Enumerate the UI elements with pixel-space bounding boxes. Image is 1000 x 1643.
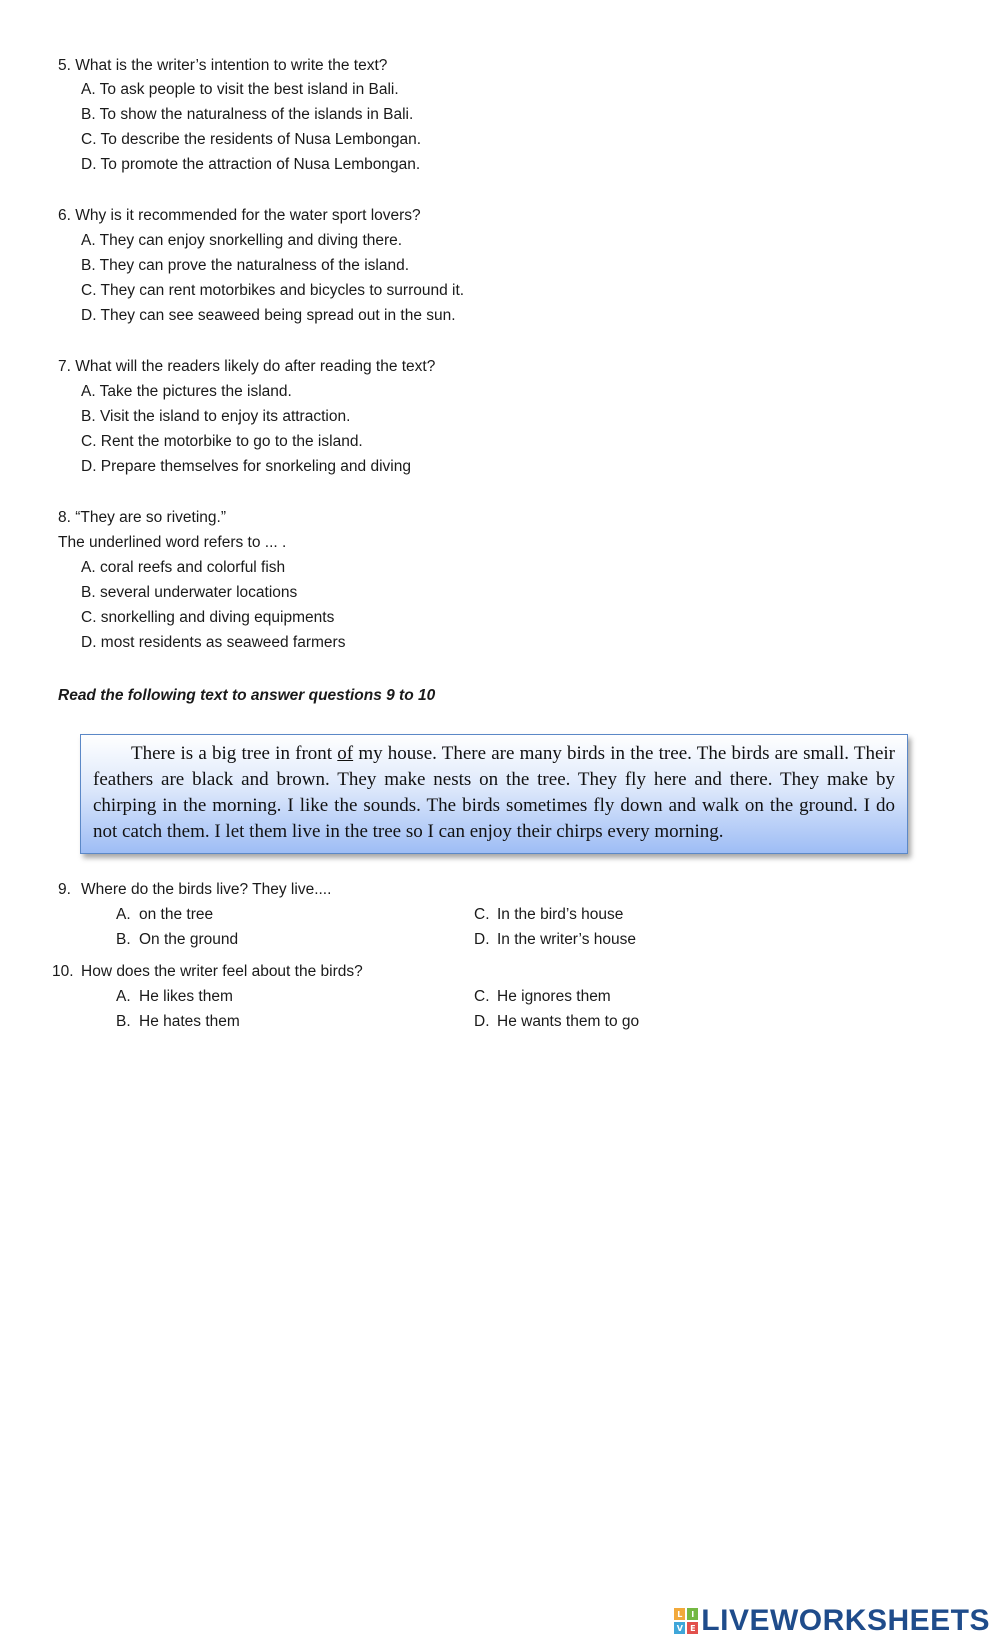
- passage-text-part2: my house. There are many birds in the tree. The birds are small. Their feathers are black and brown. They make nests on the tree. They fly here and there. They make by chirping in the morning. I like the sounds. The birds sometimes fly down and walk on the ground. I do not catch them. I let them live in the tree so I can enjoy their chirps every morning.: [93, 743, 895, 842]
- question-9-option-c[interactable]: In the bird’s house: [497, 906, 624, 923]
- question-5-option-d[interactable]: D. To promote the attraction of Nusa Lembongan.: [81, 156, 421, 173]
- question-5-option-a[interactable]: A. To ask people to visit the best island in Bali.: [81, 81, 399, 98]
- question-10-option-a-letter: A.: [116, 988, 131, 1005]
- question-8-option-c[interactable]: C. snorkelling and diving equipments: [81, 609, 335, 626]
- question-10-option-b-letter: B.: [116, 1013, 131, 1030]
- question-9-option-d[interactable]: In the writer’s house: [497, 931, 637, 948]
- logo-mark-e: E: [687, 1622, 698, 1634]
- passage-underlined-word: of: [337, 743, 354, 764]
- question-9-option-b-letter: B.: [116, 931, 131, 948]
- question-9-option-b[interactable]: On the ground: [139, 931, 239, 948]
- question-10-option-d[interactable]: He wants them to go: [497, 1013, 640, 1030]
- question-6-option-d[interactable]: D. They can see seaweed being spread out in the sun.: [81, 307, 456, 324]
- question-6-option-c[interactable]: C. They can rent motorbikes and bicycles to surround it.: [81, 282, 465, 299]
- question-7-option-b[interactable]: B. Visit the island to enjoy its attraction.: [81, 408, 351, 425]
- question-7-stem: 7. What will the readers likely do after reading the text?: [58, 358, 436, 375]
- question-5-option-c[interactable]: C. To describe the residents of Nusa Lembongan.: [81, 131, 422, 148]
- question-6-option-a[interactable]: A. They can enjoy snorkelling and diving there.: [81, 232, 403, 249]
- question-10-option-c[interactable]: He ignores them: [497, 988, 611, 1005]
- question-10-option-a[interactable]: He likes them: [139, 988, 233, 1005]
- question-5-option-b[interactable]: B. To show the naturalness of the islands in Bali.: [81, 106, 414, 123]
- question-10-number: 10.: [52, 963, 74, 980]
- question-9-option-c-letter: C.: [474, 906, 490, 923]
- question-9-number: 9.: [58, 881, 71, 898]
- question-8-quote: 8. “They are so riveting.”: [58, 509, 226, 526]
- question-10-option-d-letter: D.: [474, 1013, 490, 1030]
- question-8-stem: The underlined word refers to ... .: [58, 534, 287, 551]
- question-9-option-a[interactable]: on the tree: [139, 906, 214, 923]
- question-9-option-d-letter: D.: [474, 931, 490, 948]
- logo-mark-i: I: [687, 1608, 698, 1620]
- question-6-stem: 6. Why is it recommended for the water sport lovers?: [58, 207, 421, 224]
- question-10-stem: How does the writer feel about the birds?: [81, 963, 363, 980]
- question-9-option-a-letter: A.: [116, 906, 131, 923]
- logo-mark-l: L: [674, 1608, 685, 1620]
- question-9-stem: Where do the birds live? They live....: [81, 881, 332, 898]
- question-7-option-d[interactable]: D. Prepare themselves for snorkeling and diving: [81, 458, 411, 475]
- reading-instruction: Read the following text to answer questions 9 to 10: [58, 687, 436, 704]
- question-6-option-b[interactable]: B. They can prove the naturalness of the island.: [81, 257, 409, 274]
- question-8-option-d[interactable]: D. most residents as seaweed farmers: [81, 634, 346, 651]
- question-7-option-c[interactable]: C. Rent the motorbike to go to the island.: [81, 433, 363, 450]
- liveworksheets-logo-icon: [674, 1608, 698, 1634]
- liveworksheets-logo-text: LIVEWORKSHEETS: [701, 1604, 990, 1637]
- reading-passage-box: [80, 734, 908, 854]
- question-5-stem: 5. What is the writer’s intention to write the text?: [58, 57, 388, 74]
- passage-text-part1: There is a big tree in front: [131, 743, 338, 764]
- question-8-option-b[interactable]: B. several underwater locations: [81, 584, 298, 601]
- question-8-option-a[interactable]: A. coral reefs and colorful fish: [81, 559, 286, 576]
- question-10-option-c-letter: C.: [474, 988, 490, 1005]
- logo-mark-v: V: [674, 1622, 685, 1634]
- liveworksheets-logo[interactable]: [674, 1603, 990, 1639]
- question-7-option-a[interactable]: A. Take the pictures the island.: [81, 383, 292, 400]
- question-10-option-b[interactable]: He hates them: [139, 1013, 240, 1030]
